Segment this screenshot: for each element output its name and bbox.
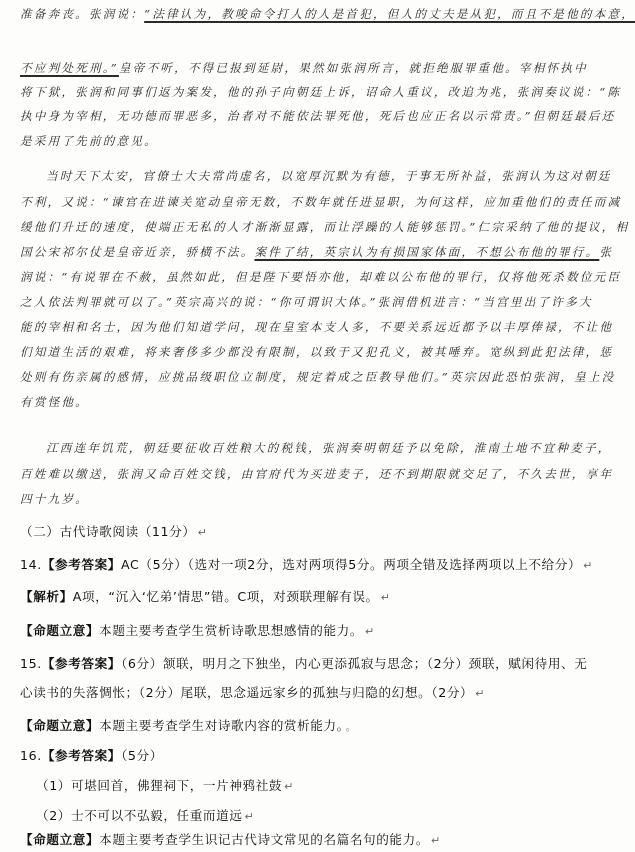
paragraph-return-icon: ↵ — [380, 591, 391, 604]
passage-paragraph-3-line-2: 百姓难以缴送，张润又命百姓交钱，由官府代为买进麦子，还不到期限就交足了，不久去世，享年 — [20, 467, 614, 481]
paragraph-mark-icon: 。 — [345, 720, 358, 733]
passage-paragraph-2-line-10: 有赏怪他。 — [20, 395, 89, 409]
underlined-sentence: 不应判处死刑。” — [20, 61, 119, 75]
passage-paragraph-2-line-9: 处则有伤亲属的感情，应挑品级职位立制度，规定着成之臣教导他们。”英宗因此恐怕张润，皇上没 — [20, 370, 616, 384]
passage-line-4: 执中身为宰相，无功德而罪恶多，治者对不能依法罪死他，死后也应正名以示常责。”但朝廷最后还 — [20, 109, 616, 123]
passage-line-2 — [20, 60, 590, 76]
question-number: 16. — [20, 748, 42, 763]
answer-tag: 【参考答案】 — [41, 557, 122, 572]
passage-paragraph-2-line-8: 们知道生活的艰难，将来奢侈多少都没有限制，以致于又犯孔义，被其唾弃。宽纵到此犯法律，惩 — [20, 345, 614, 359]
paragraph-return-icon: ↵ — [365, 625, 375, 638]
passage-line-1 — [20, 6, 635, 22]
underlined-sentence: 案件了结，英宗认为有损国家体面，不想公布他的罪行。 — [254, 245, 600, 259]
paragraph-return-icon: ↵ — [244, 810, 255, 823]
analysis-tag: 【解析】 — [20, 589, 73, 604]
paragraph-return-icon: ↵ — [197, 526, 208, 539]
q14-analysis-line — [20, 589, 590, 606]
passage-paragraph-2-line-2: 不利，又说：“谏官在进谏关宽动皇帝无数，不数年就任进显职，为何这样，应加重他们的责任而减 — [20, 195, 622, 209]
intent-text: 本题主要考查学生赏析诗歌思想感情的能力。 — [99, 623, 364, 638]
passage-paragraph-2-line-1: 当时天下太安，官僚士大夫常尚虚名，以宽厚沉默为有德，于事无所补益，张润认为这对朝廷 — [46, 169, 612, 183]
passage-line-3: 将下狱，张润和同事们返为案发，他的孙子向朝廷上诉，诏命人重议，改追为兆，张润奏议说：“陈 — [20, 85, 622, 99]
q15-answer-line-1 — [20, 656, 590, 672]
passage-text: 准备奔丧。张润说： — [20, 7, 145, 21]
answer-text: （6分）颔联，明月之下独坐，内心更添孤寂与思念；（2分）颈联，赋闲待用、无 — [121, 656, 588, 671]
q14-intent-line — [20, 623, 590, 640]
passage-paragraph-2-line-5: 润说：“有说罪在不赦，虽然如此，但是陛下要悟亦他，却难以公布他的罪行，仅将他死杀数位元臣 — [20, 270, 622, 284]
q15-intent-line — [20, 718, 590, 735]
paragraph-return-icon: ↵ — [583, 559, 593, 572]
passage-text: 皇帝不听，不得已报到延尉，果然如张润所言，就拒绝服罪重他。宰相怀执中 — [118, 61, 588, 75]
paragraph-return-icon: ↵ — [475, 687, 486, 700]
q16-answer-item-1 — [36, 778, 590, 795]
q16-intent-line — [20, 832, 590, 849]
answer-score: （5分） — [121, 748, 163, 763]
intent-text: 本题主要考查学生对诗歌内容的赏析能力。 — [99, 718, 344, 733]
passage-paragraph-3-line-1: 江西连年饥荒，朝廷要征收百姓粮大的税钱，张润奏明朝廷予以免除，淮南土地不宜种麦子， — [46, 441, 612, 455]
passage-text: 张 — [599, 245, 614, 259]
section-title: （二）古代诗歌阅读（11分） — [20, 524, 196, 539]
analysis-text: A项，“沉入‘忆弟’情思”错。C项，对颈联理解有误。 — [72, 589, 379, 604]
answer-tag: 【参考答案】 — [41, 748, 122, 763]
paragraph-return-icon: ↵ — [431, 834, 441, 847]
intent-tag: 【命题立意】 — [20, 718, 100, 733]
q14-answer-line — [20, 557, 593, 574]
section-heading — [20, 524, 590, 541]
answer-text: 心读书的失落惆怅；（2分）尾联，思念遥远家乡的孤独与归隐的幻想。（2分） — [20, 685, 474, 700]
answer-text: （2）士不可以不弘毅，任重而道远 — [36, 808, 243, 823]
question-number: 15. — [20, 656, 42, 671]
answer-text: AC（5分）（选对一项2分，选对两项得5分。两项全错及选择两项以上不给分） — [121, 557, 582, 572]
passage-line-5: 是采用了先前的意见。 — [20, 134, 158, 148]
passage-paragraph-2-line-3: 缓他们升迁的速度，使端正无私的人才渐渐显露，而让浮躁的人能够惩罚。”仁宗采纳了他的提议，相 — [20, 220, 630, 234]
q16-answer-line — [20, 748, 590, 764]
passage-text: 国公宋祁尔仗是皇帝近亲，骄横不法。 — [20, 245, 255, 259]
intent-tag: 【命题立意】 — [20, 623, 100, 638]
q16-answer-item-2 — [36, 808, 590, 825]
q15-answer-line-2 — [20, 685, 590, 702]
question-number: 14. — [20, 557, 42, 572]
passage-paragraph-3-line-3: 四十九岁。 — [20, 492, 89, 506]
answer-text: （1）可堪回首，佛狸祠下，一片神鸦社鼓 — [36, 778, 283, 793]
passage-paragraph-2-line-4 — [20, 244, 614, 260]
intent-text: 本题主要考查学生识记古代诗文常见的名篇名句的能力。 — [99, 832, 430, 847]
passage-paragraph-2-line-7: 能的宰相和名士，因为他们知道学问，现在皇室本支人多，不要关系远近都予以丰厚俸禄，不让他 — [20, 320, 614, 334]
paragraph-return-icon: ↵ — [284, 780, 294, 793]
answer-tag: 【参考答案】 — [41, 656, 122, 671]
underlined-sentence: “法律认为，教唆命令打人的人是首犯，但人的丈夫是从犯，而且不是他的本意， — [144, 7, 635, 21]
passage-paragraph-2-line-6: 之人依法判罪就可以了。”英宗高兴的说：“你可谓识大体。”张润借机进言：“当宫里出了许多大 — [20, 295, 593, 309]
intent-tag: 【命题立意】 — [20, 832, 100, 847]
